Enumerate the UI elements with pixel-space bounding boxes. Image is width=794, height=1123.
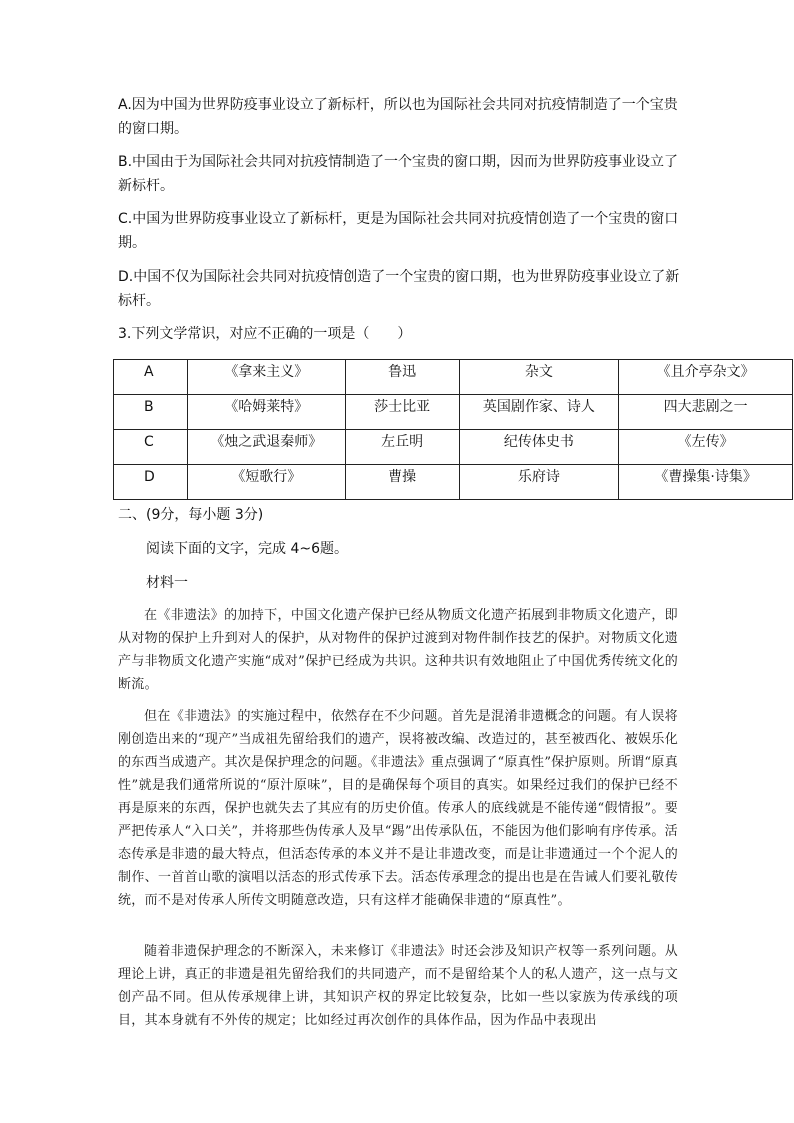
table-cell: 莎士比亚 — [374, 399, 431, 415]
table-cell: 《短歌行》 — [231, 469, 302, 485]
table-cell: 纪传体史书 — [503, 434, 574, 450]
row-label: D — [144, 469, 155, 485]
reading-instruction: 阅读下面的文字，完成 4~6题。 — [146, 541, 348, 557]
row-label: B — [144, 399, 154, 415]
literature-table — [113, 359, 793, 500]
table-cell: 《拿来主义》 — [224, 364, 309, 380]
material-paragraph-2: 但在《非遗法》的实施过程中，依然存在不少问题。首先是混淆非遗概念的问题。有人误将刚创造出来的“现产”当成祖先留给我们的遗产，误将被改编、改造过的，甚至被西化、被娱乐化的东西当成遗产。其次是保护理念的问题。《非遗法》重点强调了“原真性”保护原则。所谓“原真性”就是我们通常所说的“原汁原味”，目的是确保每个项目的真实。如果经过我们的保护已经不再是原来的东西，保护也就失去了其应有的历史价值。传承人的底线就是不能传递“假情报”。要严把传承人“入口关”，并将那些伪传承人及早“踢”出传承队伍，不能因为他们影响有序传承。活态传承是非遗的最大特点，但活态传承的本义并不是让非遗改变，而是让非遗通过一个个泥人的制作、一首首山歌的演唱以活态的形式传承下去。活态传承理念的提出也是在告诫人们要礼敬传统，而不是对传承人所传文明随意改造，只有这样才能确保非遗的“原真性”。 — [118, 709, 678, 908]
table-cell: 四大悲剧之一 — [663, 399, 748, 415]
table-cell: 《哈姆莱特》 — [224, 399, 309, 415]
table-row — [114, 360, 793, 395]
option-b: B.中国由于为国际社会共同对抗疫情制造了一个宝贵的窗口期，因而为世界防疫事业设立了新标杆。 — [118, 154, 679, 194]
option-a: A.因为中国为世界防疫事业设立了新标杆，所以也为国际社会共同对抗疫情制造了一个宝贵的窗口期。 — [118, 97, 678, 137]
section-heading: 二、(9分，每小题 3分) — [118, 507, 264, 523]
table-cell: 乐府诗 — [517, 469, 560, 485]
table-cell: 《且介亭杂文》 — [656, 364, 755, 380]
material-paragraph-1: 在《非遗法》的加持下，中国文化遗产保护已经从物质文化遗产拓展到非物质文化遗产，即从对物的保护上升到对人的保护，从对物件的保护过渡到对物件制作技艺的保护。对物质文化遗产与非物质文化遗产实施“成对”保护已经成为共识。这种共识有效地阻止了中国优秀传统文化的断流。 — [118, 608, 678, 692]
question-3: 3.下列文学常识，对应不正确的一项是（ ） — [118, 326, 412, 342]
table-cell: 鲁迅 — [388, 364, 417, 380]
table-cell: 《曹操集·诗集》 — [654, 469, 757, 485]
table-cell: 《烛之武退秦师》 — [210, 434, 323, 450]
table-cell: 《左传》 — [677, 434, 734, 450]
table-cell: 左丘明 — [381, 434, 424, 450]
option-d: D.中国不仅为国际社会共同对抗疫情创造了一个宝贵的窗口期，也为世界防疫事业设立了新标杆。 — [118, 269, 680, 309]
material-title: 材料一 — [146, 575, 188, 591]
row-label: A — [144, 364, 154, 380]
table-row — [114, 430, 793, 465]
table-cell: 曹操 — [388, 469, 417, 485]
row-label: C — [144, 434, 154, 450]
table-cell: 英国剧作家、诗人 — [482, 399, 595, 415]
option-c: C.中国为世界防疫事业设立了新标杆，更是为国际社会共同对抗疫情创造了一个宝贵的窗口期。 — [118, 211, 679, 251]
table-cell: 杂文 — [524, 364, 553, 380]
material-paragraph-3: 随着非遗保护理念的不断深入，未来修订《非遗法》时还会涉及知识产权等一系列问题。从理论上讲，真正的非遗是祖先留给我们的共同遗产，而不是留给某个人的私人遗产，这一点与文创产品不同。但从传承规律上讲，其知识产权的界定比较复杂，比如一些以家族为传承线的项目，其本身就有不外传的规定；比如经过再次创作的具体作品，因为作品中表现出 — [118, 944, 678, 1028]
table-row — [114, 395, 793, 430]
table-row — [114, 465, 793, 500]
